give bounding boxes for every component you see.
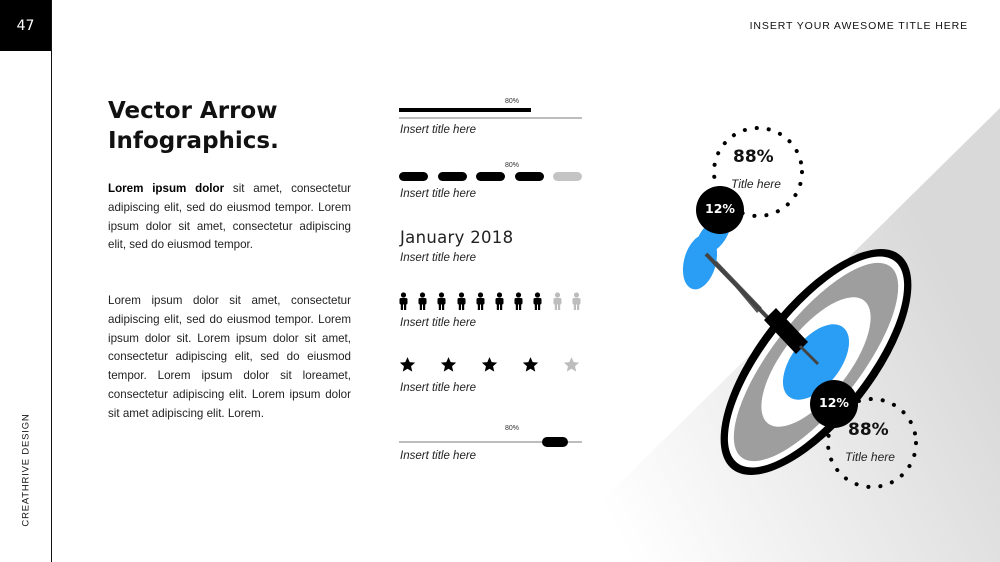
- slider-title: Insert title here: [400, 450, 477, 462]
- segment-bar-title: Insert title here: [400, 188, 477, 200]
- people-title: Insert title here: [400, 317, 477, 329]
- body-paragraph-1-bold: Lorem ipsum dolor: [108, 182, 225, 195]
- date-label: January 2018: [400, 228, 514, 247]
- body-paragraph-2: Lorem ipsum dolor sit amet, consectetur adipiscing elit, sed do eiusmod tempor. Lorem ipsum dolor sit. Lorem ipsum dolor sit amet, consectetur adipiscing elit, sed do eiusmod tempor. Lorem ipsum dolor sit loreamet, consectetur adipiscing elit. Lorem ipsum dolor sit amet adipiscing elit. Lorem.: [108, 294, 351, 420]
- date-title: Insert title here: [400, 252, 477, 264]
- top-stat-badge: 12%: [705, 201, 735, 216]
- top-stat-percent: 88%: [733, 147, 774, 167]
- segment-bar-percent: 80%: [505, 162, 520, 169]
- progress-bar-percent: 80%: [505, 98, 520, 105]
- top-stat-title: Title here: [731, 177, 781, 191]
- header-title: INSERT YOUR AWESOME TITLE HERE: [749, 20, 968, 32]
- progress-bar-title: Insert title here: [400, 124, 477, 136]
- body-paragraph-1-text: sit amet, consectetur adipiscing elit, sed do eiusmod tempor. Lorem ipsum dolor sit amet, consectetur adipiscing elit, sed do eiusmod tempor.: [108, 182, 351, 252]
- bottom-stat-title: Title here: [845, 450, 895, 464]
- brand-label: CREATHRIVE DESIGN: [20, 413, 32, 527]
- slider-percent: 80%: [505, 425, 520, 432]
- bottom-stat-badge: 12%: [819, 395, 849, 410]
- bottom-stat-percent: 88%: [848, 420, 889, 440]
- dart-arrow: [677, 211, 818, 364]
- page-title-line1: Vector Arrow: [108, 98, 278, 124]
- rating-title: Insert title here: [400, 382, 477, 394]
- page-number: 47: [0, 0, 51, 51]
- page-title-line2: Infographics.: [108, 128, 279, 154]
